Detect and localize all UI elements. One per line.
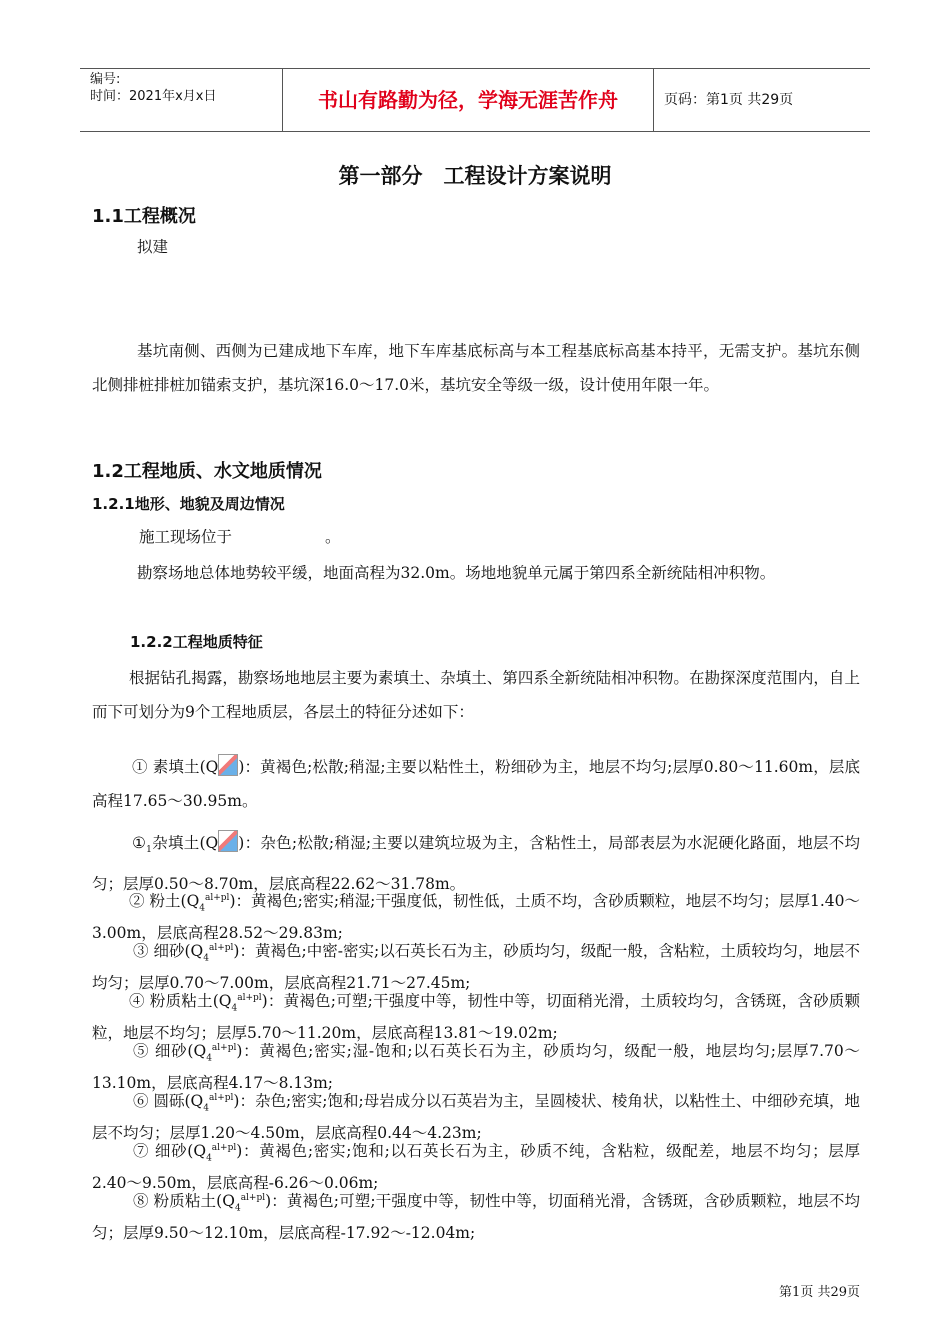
page-footer: 第1页 共29页 [779, 1285, 860, 1300]
layer-2-description: ② 粉土$(Q_4^{al+pl})$：黄褐色;密实;稍湿;干强度低，韧性低，土质不均，含砂质颗粒，地层不均匀；层厚1.40～3.00m，层底高程28.52～29.83m; [92, 892, 860, 943]
project-overview-paragraph: 基坑南侧、西侧为已建成地下车库，地下车库基底标高与本工程基底标高基本持平，无需支护。基坑东侧北侧排桩排桩加锚索支护，基坑深16.0～17.0米，基坑安全等级一级，设计使用年限一年。 [92, 342, 860, 394]
layer-3-description: ③ 细砂$(Q_4^{al+pl})$：黄褐色;中密-密实;以石英长石为主，砂质均匀，级配一般，含粘粒，土质较均匀，地层不均匀；层厚0.70～7.00m，层底高程21.71～27.45m; [92, 942, 860, 993]
layer-1-1-description: $①_1$杂填土(Q )：杂色;松散;稍湿;主要以建筑垃圾为主，含粘性土，局部表层为水泥硬化路面，地层不均匀；层厚0.50～8.70m，层底高程22.62～31.78m。 [92, 826, 860, 901]
terrain-paragraph: 勘察场地总体地势较平缓，地面高程为32.0m。场地地貌单元属于第四系全新统陆相冲积物。 [137, 564, 776, 582]
section-1-1-heading: 1.1工程概况 [92, 206, 196, 227]
header-meta [80, 69, 282, 131]
project-intro: 拟建 [137, 238, 169, 256]
header-page-number: 页码：第1页 共29页 [664, 92, 794, 108]
section-1-2-1-heading: 1.2.1地形、地貌及周边情况 [92, 495, 285, 513]
layer-6-description: ⑥ 圆砾$(Q_4^{al+pl})$：杂色;密实;饱和;母岩成分以石英岩为主，呈圆棱状、棱角状，以粘性土、中细砂充填，地层不均匀；层厚1.20～4.50m，层底高程0.44～4.23m; [92, 1092, 860, 1143]
document-date: 时间：2021年x月x日 [90, 89, 217, 104]
section-1-2-heading: 1.2工程地质、水文地质情况 [92, 461, 322, 482]
layer-8-description: ⑧ 粉质粘土$(Q_4^{al+pl})$：黄褐色;可塑;干强度中等，韧性中等，切面稍光滑，含锈斑，含砂质颗粒，地层不均匀；层厚9.50～12.10m，层底高程-17.92～-12.04m; [92, 1192, 860, 1243]
embedded-image-icon [218, 754, 238, 776]
section-1-2-2-heading: 1.2.2工程地质特征 [130, 633, 263, 651]
site-location: 施工现场位于 。 [139, 528, 341, 546]
header-motto: 书山有路勤为径，学海无涯苦作舟 [282, 69, 654, 131]
strata-overview-paragraph: 根据钻孔揭露，勘察场地地层主要为素填土、杂填土、第四系全新统陆相冲积物。在勘探深度范围内，自上而下可划分为9个工程地质层，各层土的特征分述如下： [92, 669, 860, 721]
layer-4-description: ④ 粉质粘土$(Q_4^{al+pl})$：黄褐色;可塑;干强度中等，韧性中等，切面稍光滑，土质较均匀，含锈斑，含砂质颗粒，地层不均匀；层厚5.70～11.20m，层底高程13.81～19.02m; [92, 992, 860, 1043]
layer-7-description: ⑦ 细砂$(Q_4^{al+pl})$：黄褐色;密实;饱和;以石英长石为主，砂质不纯，含粘粒，级配差，地层不均匀；层厚2.40～9.50m，层底高程-6.26～0.06m; [92, 1142, 861, 1193]
document-number-label: 编号: [90, 72, 121, 87]
layer-1-description: ① 素填土(Q )：黄褐色;松散;稍湿;主要以粘性土，粉细砂为主，地层不均匀;层厚0.80～11.60m，层底高程17.65～30.95m。 [92, 750, 860, 818]
layer-5-description: ⑤ 细砂$(Q_4^{al+pl})$：黄褐色;密实;湿-饱和;以石英长石为主，砂质均匀，级配一般，地层均匀;层厚7.70～13.10m，层底高程4.17～8.13m; [92, 1042, 860, 1093]
embedded-image-icon [218, 830, 238, 852]
page-header [80, 68, 870, 132]
part-title: 第一部分 工程设计方案说明 [338, 164, 612, 188]
